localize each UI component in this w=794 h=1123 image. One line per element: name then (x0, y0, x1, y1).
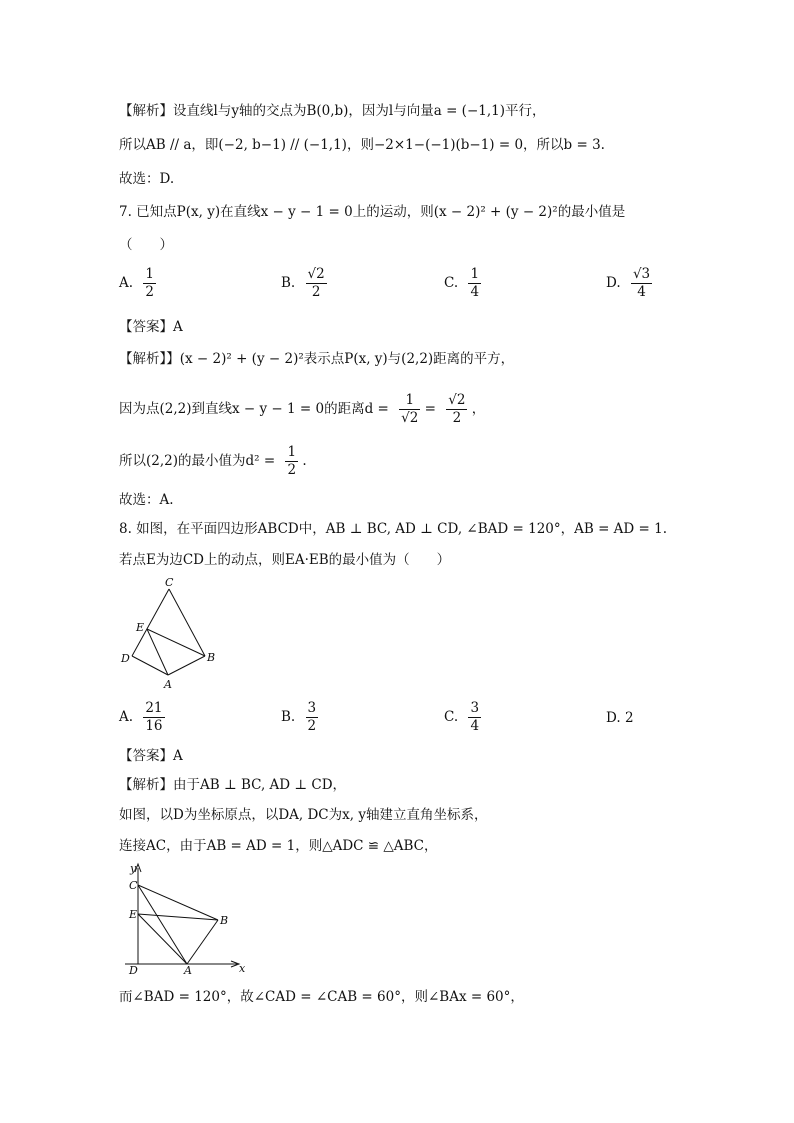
edge-ad (132, 656, 168, 675)
analysis-line-1: 【解析】设直线l与y轴的交点为B(0,b)，因为l与向量a = (−1,1)平行， (119, 103, 546, 119)
q8-option-c: C. $\frac{3}{4}$ (444, 700, 480, 734)
q8-option-b: B. $\frac{3}{2}$ (281, 700, 317, 734)
q7-option-a: A. $\frac{1}{2}$ (119, 266, 154, 300)
edge-cb (169, 589, 205, 656)
segment-ea (147, 629, 168, 675)
q8-analysis-2: 如图，以D为坐标原点，以DA, DC为x, y轴建立直角坐标系， (119, 807, 488, 823)
q7-option-b: B. $\frac{√2}{2}$ (281, 266, 325, 300)
q8-option-a: A. $\frac{21}{16}$ (119, 700, 163, 734)
label-d: D (121, 652, 130, 665)
label-e: E (136, 621, 145, 634)
q7-option-c: C. $\frac{1}{4}$ (444, 266, 480, 300)
label-e: E (129, 908, 138, 921)
label-d: D (129, 964, 138, 977)
question-8-text-2: 若点E为边CD上的动点，则EA·EB的最小值为（ ） (119, 552, 451, 568)
analysis-line-2: 所以AB // a，即(−2, b−1) // (−1,1)，则−2×1−(−1)(b−1) = 0，所以b = 3. (119, 137, 605, 153)
coordinate-figure (115, 858, 255, 978)
label-c: C (129, 879, 138, 892)
segment-eb (147, 629, 205, 656)
q8-analysis-4: 而∠BAD = 120°，故∠CAD = ∠CAB = 60°，则∠BAx = 60°， (119, 989, 524, 1005)
label-x: x (239, 962, 246, 975)
label-a: A (184, 964, 192, 977)
label-c: C (165, 576, 174, 589)
question-8-text-1: 8. 如图，在平面四边形ABCD中，AB ⊥ BC, AD ⊥ CD, ∠BAD = 120°，AB = AD = 1. (119, 521, 668, 537)
q7-option-d: D. $\frac{√3}{4}$ (606, 266, 651, 300)
q8-option-d: D. 2 (606, 710, 634, 726)
segment-ca (138, 885, 187, 964)
question-7-brackets: （ ） (119, 237, 173, 253)
label-b: B (220, 914, 229, 927)
label-b: B (207, 651, 216, 664)
q7-analysis-3: 所以(2,2)的最小值为d² = $\frac{1}{2}$ . (119, 444, 307, 478)
label-a: A (164, 678, 172, 691)
question-7-text: 7. 已知点P(x, y)在直线x − y − 1 = 0上的运动，则(x − 2)² + (y − 2)²的最小值是 (119, 204, 626, 220)
q8-analysis-3: 连接AC，由于AB = AD = 1，则△ADC ≌ △ABC， (119, 838, 438, 854)
q8-answer: 【答案】A (119, 748, 183, 764)
q7-analysis-2: 因为点(2,2)到直线x − y − 1 = 0的距离d = $\frac{1}{√2}$ = $\frac{√2}{2}$ ， (119, 392, 486, 426)
edge-ba (168, 656, 205, 675)
label-y: y (130, 862, 137, 875)
segment-ba (187, 920, 218, 964)
segment-ea (138, 914, 187, 964)
q7-analysis-1: 【解析】】(x − 2)² + (y − 2)²表示点P(x, y)与(2,2)距离的平方， (119, 351, 515, 367)
q7-choice-line: 故选：A. (119, 492, 174, 508)
answer-choice-line: 故选：D. (119, 171, 175, 187)
q8-analysis-1: 【解析】由于AB ⊥ BC, AD ⊥ CD， (119, 777, 347, 793)
q7-answer: 【答案】A (119, 319, 183, 335)
quadrilateral-figure (115, 574, 225, 694)
